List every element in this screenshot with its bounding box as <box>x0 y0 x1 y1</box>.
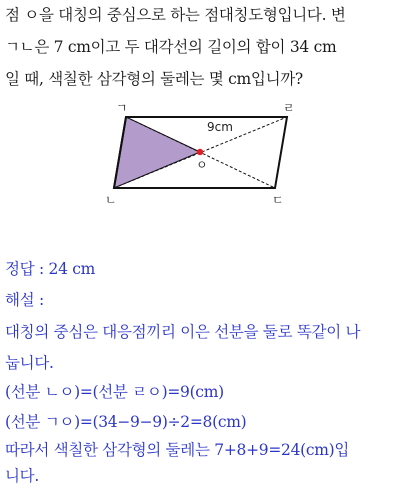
vertex-label-g: ㄱ <box>116 101 128 115</box>
question-line-2: ㄱㄴ은 7 cm이고 두 대각선의 길이의 합이 34 cm <box>5 38 337 56</box>
center-point <box>197 149 203 155</box>
parallelogram-figure <box>105 100 305 210</box>
vertex-label-n: ㄴ <box>105 193 117 207</box>
segment-label: 9cm <box>207 120 233 134</box>
shaded-triangle <box>114 117 200 188</box>
explanation-line-2: 눕니다. <box>5 354 54 372</box>
explanation-line-6: 니다. <box>5 467 39 485</box>
explanation-line-4: (선분 ㄱㅇ)=(34−9−9)÷2=8(cm) <box>5 413 247 431</box>
question-line-1: 점 ㅇ을 대칭의 중심으로 하는 점대칭도형입니다. 변 <box>5 6 346 24</box>
question-line-3: 일 때, 색칠한 삼각형의 둘레는 몇 cm입니까? <box>5 70 303 88</box>
vertex-label-d: ㄷ <box>272 193 284 207</box>
explanation-line-1: 대칭의 중심은 대응점끼리 이은 선분을 둘로 똑같이 나 <box>5 323 361 341</box>
explanation-heading: 해설 : <box>5 291 44 309</box>
explanation-line-5: 따라서 색칠한 삼각형의 둘레는 7+8+9=24(cm)입 <box>5 441 350 459</box>
center-label: ㅇ <box>196 158 208 172</box>
vertex-label-r: ㄹ <box>283 101 295 115</box>
explanation-line-3: (선분 ㄴㅇ)=(선분 ㄹㅇ)=9(cm) <box>5 383 224 401</box>
answer-line: 정답 : 24 cm <box>5 260 96 278</box>
